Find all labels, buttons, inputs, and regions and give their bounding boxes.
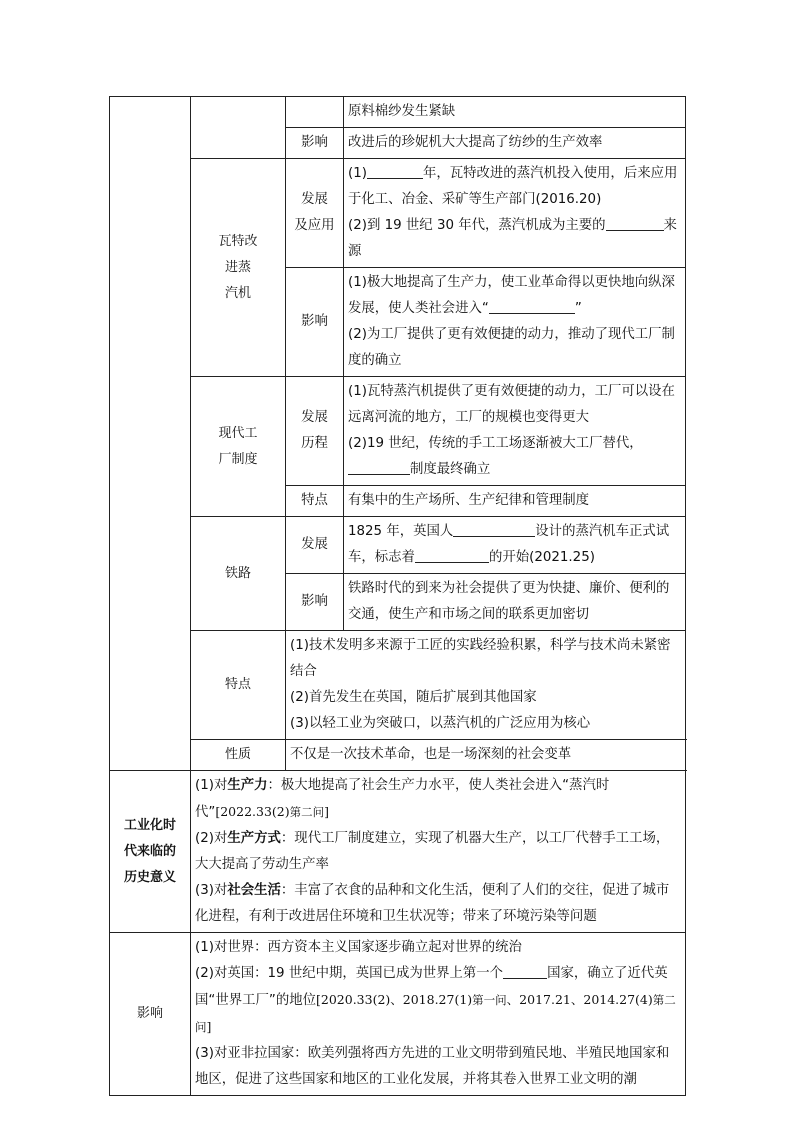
- label-line: 历程: [301, 436, 328, 451]
- subcategory-railway: 铁路: [191, 517, 286, 631]
- cell-text: [191, 933, 686, 1096]
- item-text: (2)19 世纪，传统的手工工场逐渐被大工厂替代，: [348, 436, 643, 451]
- fill-blank: [348, 458, 410, 475]
- empty-label-cell: [286, 97, 344, 128]
- item-text: 的开始(2021.25): [488, 550, 595, 565]
- cell-text: [191, 771, 686, 933]
- item-text: (1)极大地提高了生产力，使工业革命得以更快地向纵深发展，使人类社会进入“: [348, 275, 675, 316]
- item-2: [348, 213, 681, 265]
- fill-blank: [367, 162, 423, 179]
- table-row: [110, 933, 686, 1096]
- label-line: 历史意义: [123, 869, 176, 885]
- item-text: (2)对: [195, 831, 228, 846]
- cell-text: 改进后的珍妮机大大提高了纺纱的生产效率: [344, 128, 686, 159]
- industrial-revolution-table: [109, 96, 686, 1096]
- item-text: 1825 年，英国人: [348, 524, 454, 539]
- table-row: [110, 377, 686, 486]
- row-label-development: [286, 159, 344, 268]
- list-item: [195, 826, 681, 878]
- label-line: 发展: [301, 410, 328, 425]
- exam-source: 、2017.21、2014.27(4): [506, 992, 653, 1007]
- category-influence: 影响: [110, 933, 191, 1096]
- label-line: 代来临的: [123, 843, 176, 859]
- cell-text: 原料棉纱发生紧缺: [344, 97, 686, 128]
- row-label-impact: 影响: [286, 128, 344, 159]
- cell-text: [344, 377, 686, 486]
- subcategory-watt-steam-engine: [191, 159, 286, 377]
- list-item: (1)技术发明多来源于工匠的实践经验积累，科学与技术尚未紧密结合: [290, 638, 671, 679]
- list-item: (3)对亚非拉国家：欧美列强将西方先进的工业文明带到殖民地、半殖民地国家和地区，促进了这些国家和地区的工业化发展，并将其卷入世界工业文明的潮: [195, 1046, 670, 1087]
- item-keyword: 社会生活: [227, 883, 281, 898]
- item-text: (3)对: [195, 883, 228, 898]
- item-text: (1)对: [195, 778, 228, 793]
- item-text: (1): [348, 166, 367, 181]
- item-text: 来源: [348, 218, 677, 259]
- table-row: [110, 631, 686, 740]
- subcategory-factory-system: [191, 377, 286, 517]
- label-line: 汽机: [224, 285, 251, 301]
- item-text: (2)对英国：19 世纪中期，英国已成为世界上第一个: [195, 966, 504, 981]
- list-item: (1)对世界：西方资本主义国家逐步确立起对世界的统治: [195, 940, 522, 955]
- exam-source: 第一问: [472, 993, 507, 1007]
- cell-text: [344, 159, 686, 268]
- item-1: (1)瓦特蒸汽机提供了更有效便捷的动力，工厂可以设在远离河流的地方，工厂的规模也变得更大: [348, 384, 675, 425]
- item-text: 年，瓦特改进的蒸汽机投入使用，后来应用于化工、冶金、采矿等生产部门(2016.20): [348, 166, 678, 207]
- fill-blank: [415, 546, 489, 563]
- cell-text: [344, 268, 686, 377]
- row-label-impact: 影响: [286, 574, 344, 631]
- item-2: (2)为工厂提供了更有效便捷的动力，推动了现代工厂制度的确立: [348, 327, 675, 368]
- item-text: ”: [574, 301, 582, 316]
- table-row: [110, 740, 686, 771]
- cell-text: 铁路时代的到来为社会提供了更为快捷、廉价、便利的交通，使生产和市场之间的联系更加密切: [344, 574, 686, 631]
- label-line: 现代工: [218, 425, 258, 441]
- exam-source: [2020.33(2)、2018.27(1): [316, 992, 473, 1007]
- table-row: [110, 771, 686, 933]
- row-label-impact: 影响: [286, 268, 344, 377]
- row-label-history: [286, 377, 344, 486]
- item-text: 设计的蒸汽机车正式试车，标志着: [348, 524, 670, 565]
- item-text: 国家，确立了近代英国“世界工厂”的地位: [195, 966, 668, 1008]
- row-label-feature: 特点: [286, 486, 344, 517]
- fill-blank: [489, 297, 575, 314]
- exam-source: ]: [324, 804, 329, 819]
- label-line: 厂制度: [218, 451, 258, 467]
- row-label-development: 发展: [286, 517, 344, 574]
- empty-category-cell: [110, 97, 191, 771]
- item-2: [348, 431, 681, 483]
- fill-blank: [503, 962, 547, 979]
- label-line: 瓦特改: [218, 233, 258, 249]
- label-line: 工业化时: [123, 817, 176, 833]
- item-1: [348, 270, 681, 322]
- label-line: 及应用: [294, 218, 335, 233]
- item-keyword: 生产方式: [227, 831, 281, 846]
- fill-blank: [606, 214, 664, 231]
- table-row: [110, 517, 686, 574]
- table-row: [110, 159, 686, 268]
- list-item: [195, 961, 681, 1041]
- list-item: (2)首先发生在英国，随后扩展到其他国家: [290, 690, 537, 705]
- category-features: 特点: [191, 631, 286, 740]
- item-text: ：极大地提高了社会生产力水平，使人类社会进入“蒸汽时代”: [195, 778, 610, 820]
- cell-text: 不仅是一次技术革命，也是一场深刻的社会变革: [286, 740, 686, 771]
- cell-text: 有集中的生产场所、生产纪律和管理制度: [344, 486, 686, 517]
- list-item: [195, 878, 681, 930]
- item-text: ：现代工厂制度建立，实现了机器大生产，以工厂代替手工工场，大大提高了劳动生产率: [195, 831, 670, 872]
- category-significance: [110, 771, 191, 933]
- item-keyword: 生产力: [227, 778, 268, 793]
- fill-blank: [453, 520, 535, 537]
- item-1: [348, 161, 681, 213]
- cell-text: [344, 517, 686, 574]
- cell-text: [286, 631, 686, 740]
- exam-source: 第二问: [289, 805, 325, 819]
- item-text: 制度最终确立: [410, 462, 491, 477]
- label-line: 进蒸: [224, 259, 251, 275]
- exam-source: ]: [206, 1019, 212, 1034]
- table-row: [110, 97, 686, 128]
- item-text: ：丰富了衣食的品种和文化生活，便利了人们的交往，促进了城市化进程，有利于改进居住环境和卫生状况等；带来了环境污染等问题: [195, 883, 670, 924]
- list-item: (3)以轻工业为突破口，以蒸汽机的广泛应用为核心: [290, 716, 591, 731]
- label-line: 发展: [301, 192, 328, 207]
- list-item: [195, 773, 681, 826]
- empty-subcategory-cell: [191, 97, 286, 159]
- item-text: (2)到 19 世纪 30 年代，蒸汽机成为主要的: [348, 218, 606, 233]
- category-nature: 性质: [191, 740, 286, 771]
- exam-source: [2022.33(2): [215, 804, 290, 819]
- exam-source: 第二问: [195, 993, 676, 1034]
